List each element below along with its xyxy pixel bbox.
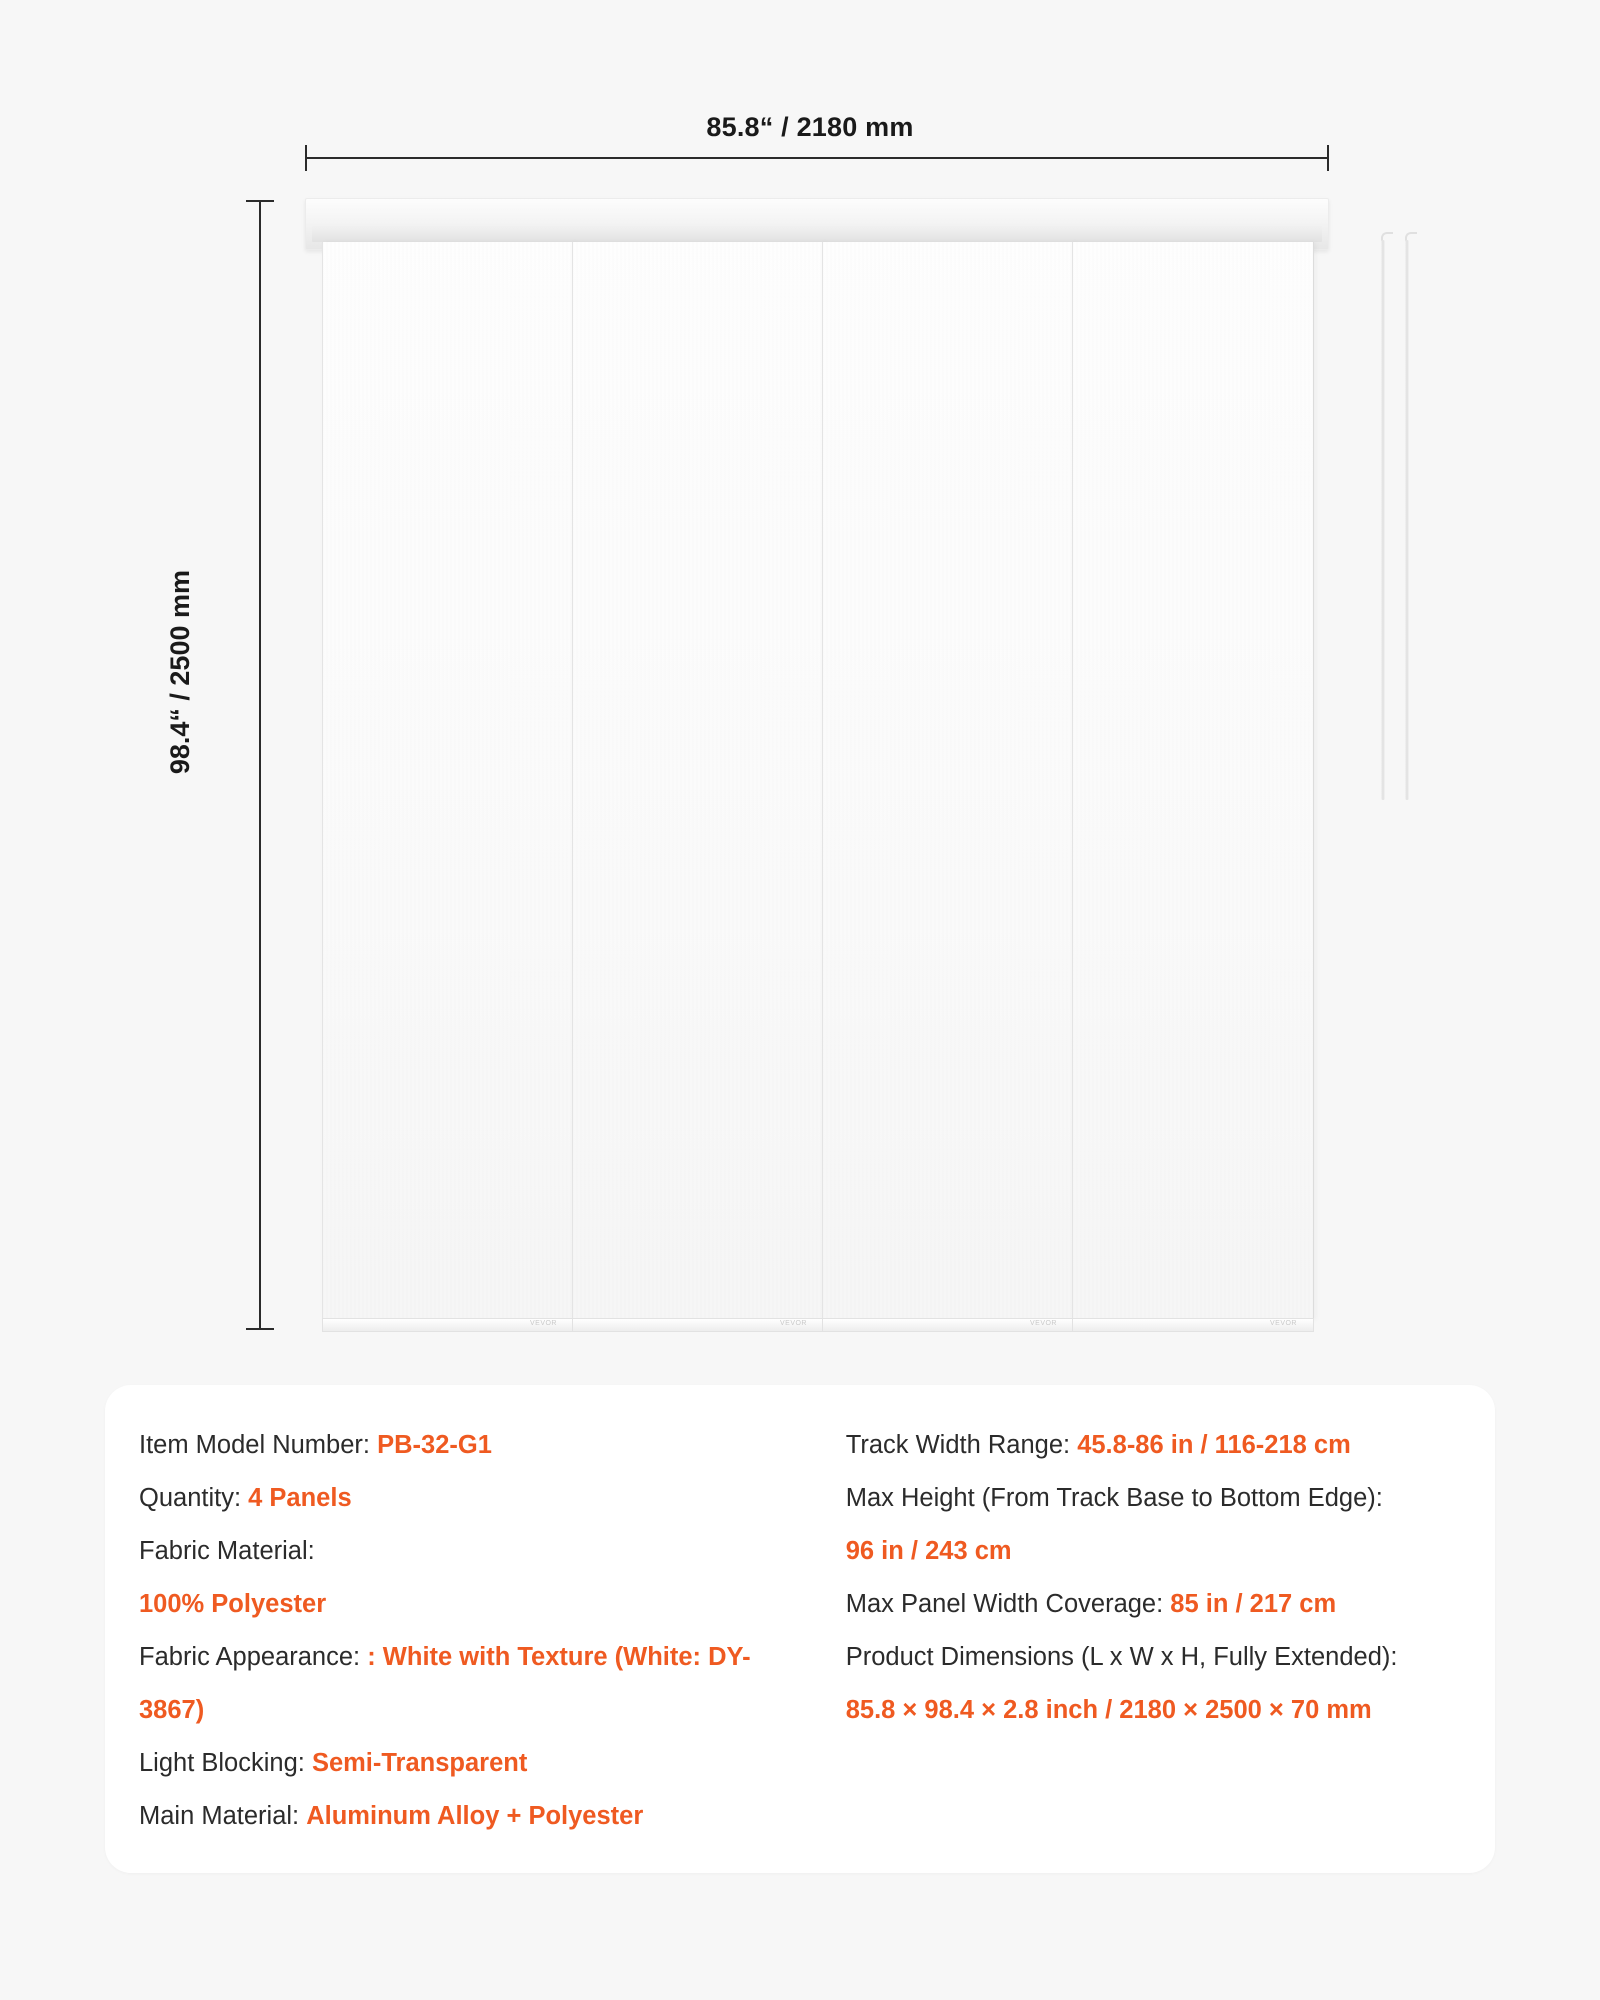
control-wand (1381, 240, 1385, 800)
spec-label: Item Model Number: (139, 1431, 378, 1459)
spec-label: Product Dimensions (L x W x H, Fully Extended): (845, 1643, 1398, 1671)
width-dimension-end-cap-left (305, 145, 307, 171)
spec-column-right (810, 1419, 1461, 1843)
width-dimension-line (305, 157, 1329, 159)
spec-row-max-height (846, 1472, 1461, 1578)
panel-bottom-weight (322, 1318, 574, 1332)
spec-label: Fabric Material: (139, 1537, 315, 1565)
panel-bottom-weight (822, 1318, 1074, 1332)
spec-row-product-dimensions (846, 1631, 1461, 1737)
spec-label: Main Material: (139, 1802, 307, 1830)
blind-panel (322, 242, 574, 1320)
width-dimension-end-cap-right (1327, 145, 1329, 171)
width-dimension-label: 85.8“ / 2180 mm (706, 112, 914, 142)
spec-value: PB-32-G1 (377, 1431, 492, 1459)
height-dimension-end-cap-bottom (246, 1328, 274, 1330)
panel-bottom-weight (572, 1318, 824, 1332)
blind-panel (572, 242, 824, 1320)
height-dimension-end-cap-top (246, 200, 274, 202)
spec-label: Light Blocking: (139, 1749, 312, 1777)
spec-value: 100% Polyester (139, 1590, 327, 1618)
panel-bottom-weight (1072, 1318, 1314, 1332)
spec-label: Track Width Range: (845, 1431, 1078, 1459)
blind-panel (1072, 242, 1314, 1320)
specification-card (105, 1385, 1495, 1873)
spec-row-main-material (139, 1790, 790, 1843)
spec-column-left (139, 1419, 790, 1843)
spec-value: 4 Panels (248, 1484, 352, 1512)
spec-row-track-width-range (846, 1419, 1461, 1472)
height-dimension-line (259, 200, 261, 1330)
brand-mark: VEVOR (779, 1320, 807, 1327)
height-dimension-label: 98.4“ / 2500 mm (165, 570, 195, 775)
spec-value: 85.8 × 98.4 × 2.8 inch / 2180 × 2500 × 70 mm (845, 1696, 1372, 1724)
brand-mark: VEVOR (1029, 1320, 1057, 1327)
spec-value: Semi-Transparent (311, 1749, 528, 1777)
spec-row-fabric-appearance (139, 1631, 790, 1737)
spec-row-quantity (139, 1472, 790, 1525)
blind-headrail-lip (312, 226, 1322, 242)
brand-mark: VEVOR (1269, 1320, 1297, 1327)
spec-label: Max Height (From Track Base to Bottom Edge): (845, 1484, 1383, 1512)
spec-value: Aluminum Alloy + Polyester (306, 1802, 644, 1830)
spec-row-light-blocking (139, 1737, 790, 1790)
spec-row-item-model-number (139, 1419, 790, 1472)
blind-panel (822, 242, 1074, 1320)
spec-row-max-panel-width-coverage (846, 1578, 1461, 1631)
spec-value: 45.8-86 in / 116-218 cm (1077, 1431, 1351, 1459)
spec-label: Quantity: (139, 1484, 249, 1512)
spec-value: 96 in / 243 cm (845, 1537, 1012, 1565)
spec-value: 85 in / 217 cm (1170, 1590, 1337, 1618)
blind-panel-group (322, 242, 1314, 1332)
spec-label: Fabric Appearance: (139, 1643, 368, 1671)
control-wand (1405, 240, 1409, 800)
spec-row-fabric-material (139, 1525, 790, 1631)
brand-mark: VEVOR (529, 1320, 557, 1327)
spec-label: Max Panel Width Coverage: (845, 1590, 1171, 1618)
spec-value: : White with Texture (White: DY-3867) (139, 1643, 751, 1724)
